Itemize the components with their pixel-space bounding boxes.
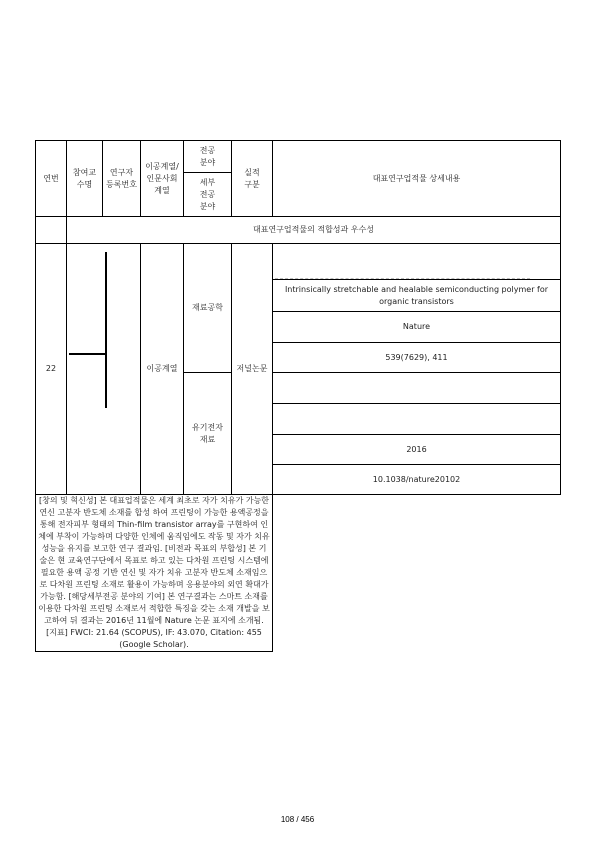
redaction-cross xyxy=(69,353,105,355)
doi: 10.1038/nature20102 xyxy=(273,465,561,495)
entry-type: 저널논문 xyxy=(232,244,273,495)
header-detail: 대표연구업적물 상세내용 xyxy=(273,141,561,217)
entry-no: 22 xyxy=(36,244,67,495)
subheader: 대표연구업적물의 적합성과 우수성 xyxy=(67,217,561,244)
header-blank-cell xyxy=(36,217,67,244)
redacted-name-block xyxy=(67,244,141,495)
header-submajor: 세부 전공 분야 xyxy=(184,173,232,217)
achievement-table xyxy=(35,140,561,652)
volume-pages: 539(7629), 411 xyxy=(273,343,561,373)
header-school: 참여교 수명 xyxy=(67,141,103,217)
header-regno: 연구자 등록번호 xyxy=(103,141,141,217)
detail-blank-top xyxy=(273,244,561,280)
header-type: 실적 구분 xyxy=(232,141,273,217)
detail-blank-1 xyxy=(273,373,561,404)
page-number: 108 / 456 xyxy=(280,815,315,824)
entry-submajor: 유기전자 재료 xyxy=(184,373,232,495)
detail-blank-2 xyxy=(273,404,561,435)
journal: Nature xyxy=(273,312,561,343)
header-field: 이공계열/ 인문사회 계열 xyxy=(141,141,184,217)
header-no: 연번 xyxy=(36,141,67,217)
paper-title: Intrinsically stretchable and healable semiconducting polymer for organic transistors xyxy=(273,280,561,312)
header-major: 전공 분야 xyxy=(184,141,232,173)
redaction-bar xyxy=(105,252,107,408)
entry-major: 재료공학 xyxy=(184,244,232,373)
pub-year: 2016 xyxy=(273,435,561,465)
achievement-summary: [창의 및 혁신성] 본 대표업적물은 세계 최초로 자가 치유가 가능한 연신 고분자 반도체 소재를 합성 하여 프린팅이 가능한 용액공정을 통해 전자피부 형태의 Thin-film transistor array를 구현하여 인체에 부착이 가능하며 다양한 인체에 움직임에도 작동 및 자가 치유 성능을 유지를 보고한 연구 결과임. [비전과 목표의 부합성] 본 기술은 현 교육연구단에서 목표로 하고 있는 다차원 프린팅 시스템에 필요한 용액 공정 기반 연신 및 자가 치유 고분자 반도체 소재임으로 다차원 프린팅 소재로 활용이 가능하며 응용분야의 외연 확대가 가능함. [해당세부전공 분야의 기여] 본 연구결과는 스마트 소재를 이용한 다차원 프린팅 소재로서 적합한 특징을 갖는 소재 개발을 보고하여 뒤 결과는 2016년 11월에 Nature 논문 표지에 소개됨. [지표] FWCI: 21.64 (SCOPUS), IF: 43.070, Citation: 455 (Google Scholar). xyxy=(36,495,273,652)
entry-field: 이공계열 xyxy=(141,244,184,495)
